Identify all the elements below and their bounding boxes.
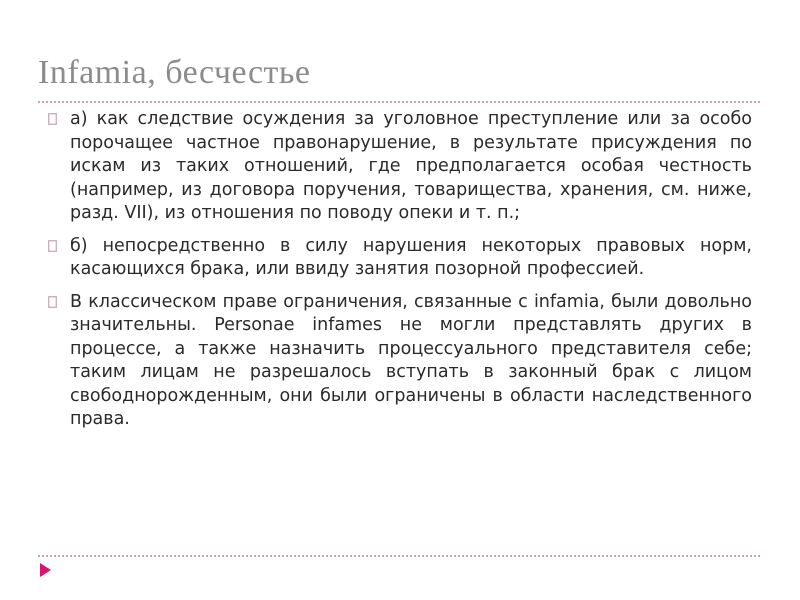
- list-item-text: б) непосредственно в силу нарушения некоторых правовых норм, касающихся брака, или ввиду занятия позорной профессией.: [70, 235, 752, 279]
- list-item: [48, 235, 752, 282]
- content-list: [48, 108, 752, 441]
- hollow-square-bullet-icon: [48, 240, 57, 252]
- list-item-text: а) как следствие осуждения за уголовное преступление или за особо порочащее частное правонарушение, в результате присуждения по искам из таких отношений, где предполагается особая честность (например, из договора поручения, товарищества, хранения, см. ниже, разд. VII), из отношения по поводу опеки и т. п.;: [70, 109, 752, 223]
- slide-title: Infamia, бесчестье: [38, 54, 311, 91]
- play-triangle-icon: [40, 563, 51, 577]
- hollow-square-bullet-icon: [48, 113, 57, 125]
- title-divider: [38, 101, 760, 103]
- list-item: [48, 108, 752, 226]
- footer-divider: [38, 555, 760, 557]
- hollow-square-bullet-icon: [48, 296, 57, 308]
- list-item: [48, 291, 752, 432]
- list-item-text: В классическом праве ограничения, связанные с infamia, были довольно значительны. Personae infames не могли представлять других в процессе, а также назначить процессуального представителя себе; таким лицам не разрешалось вступать в законный брак с лицом свободнорожденным, они были ограничены в области наследственного права.: [70, 291, 752, 429]
